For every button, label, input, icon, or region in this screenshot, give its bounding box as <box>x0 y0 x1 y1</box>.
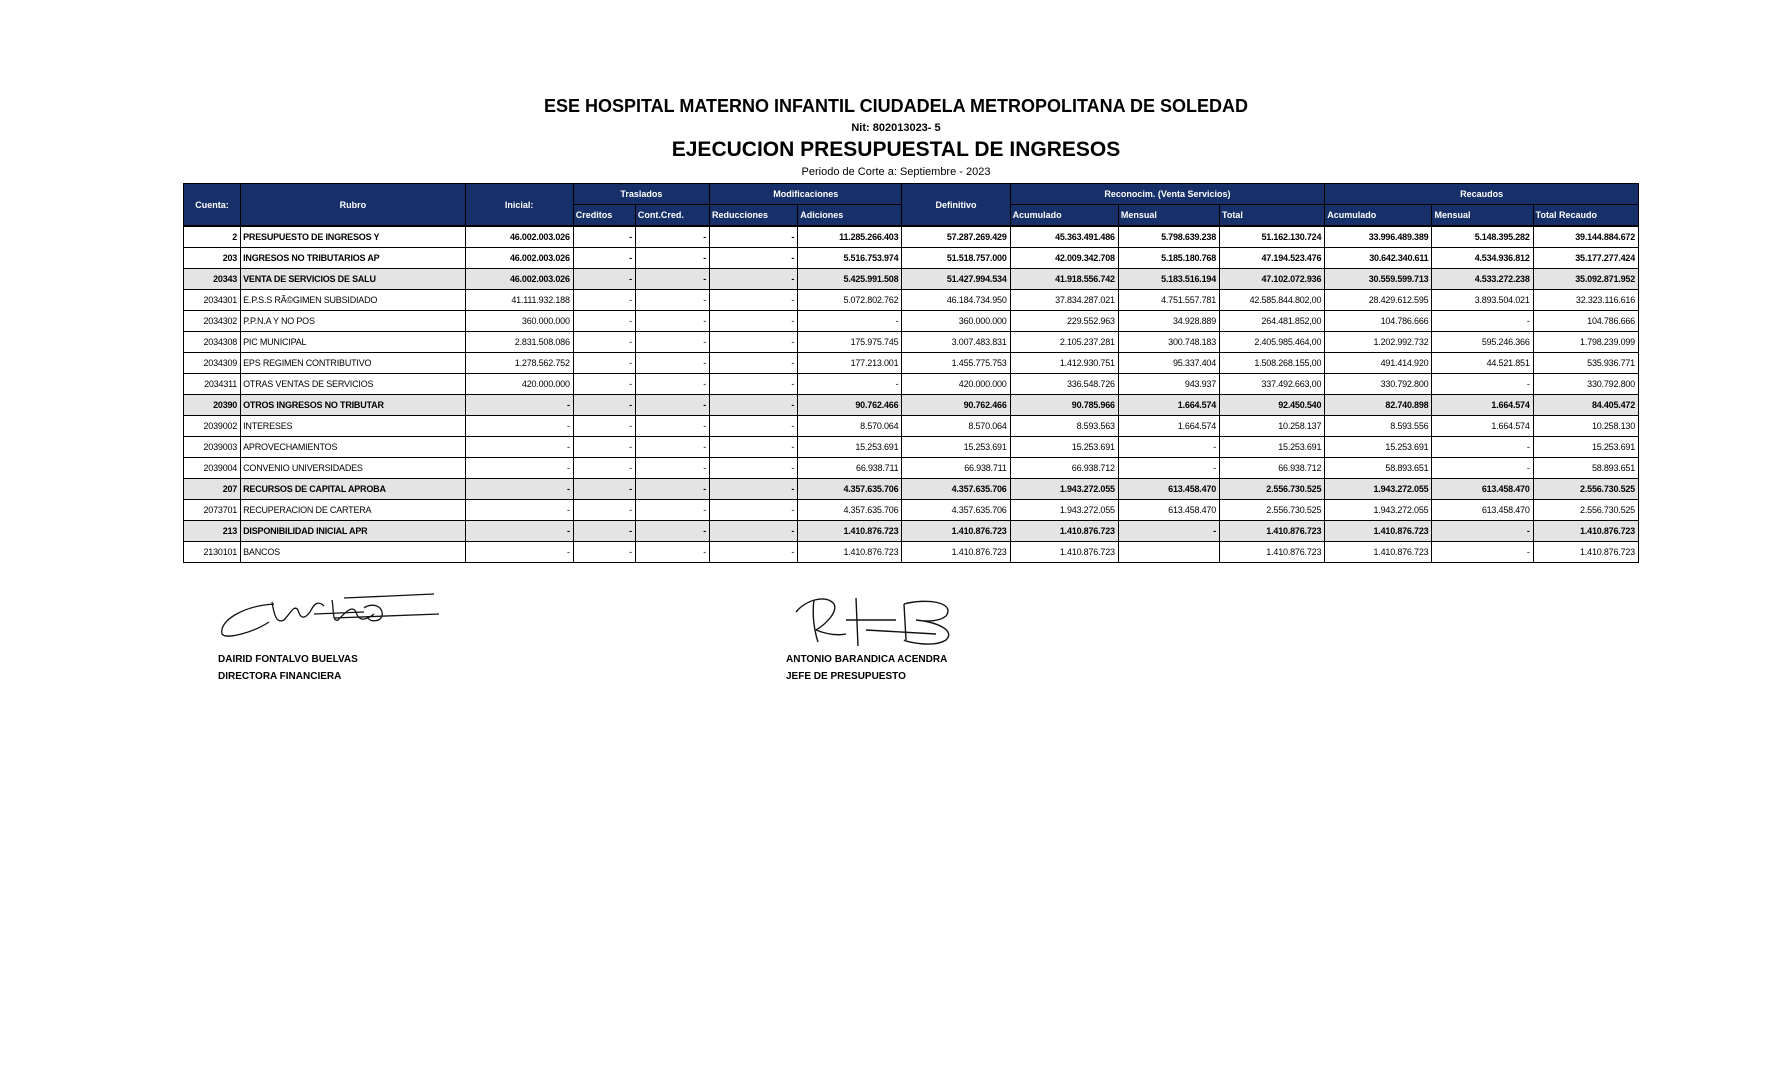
cell-definitivo: 3.007.483.831 <box>902 332 1010 353</box>
cell-cuenta: 2034309 <box>184 353 241 374</box>
cell-definitivo: 51.427.994.534 <box>902 269 1010 290</box>
cell-definitivo: 15.253.691 <box>902 437 1010 458</box>
cell-rubro: OTRAS VENTAS DE SERVICIOS <box>241 374 465 395</box>
cell-inicial: - <box>465 521 573 542</box>
cell-acumulado: 8.593.563 <box>1010 416 1118 437</box>
cell-acumulado: 1.410.876.723 <box>1010 542 1118 563</box>
cell-rec-mensual: - <box>1432 521 1533 542</box>
cell-contcred: - <box>635 332 709 353</box>
cell-reducciones: - <box>710 290 798 311</box>
table-row <box>184 353 1639 374</box>
cell-rubro: OTROS INGRESOS NO TRIBUTAR <box>241 395 465 416</box>
cell-rec-mensual: 3.893.504.021 <box>1432 290 1533 311</box>
cell-cuenta: 20390 <box>184 395 241 416</box>
cell-total-recaudo: 1.798.239.099 <box>1533 332 1638 353</box>
table-row <box>184 395 1639 416</box>
cell-total-recaudo: 39.144.884.672 <box>1533 226 1638 248</box>
cell-total-recaudo: 2.556.730.525 <box>1533 479 1638 500</box>
col-reducciones: Reducciones <box>710 205 798 227</box>
cell-acumulado: 90.785.966 <box>1010 395 1118 416</box>
report-title: EJECUCION PRESUPUESTAL DE INGRESOS <box>671 138 1121 161</box>
cell-rec-mensual: 1.664.574 <box>1432 395 1533 416</box>
cell-cuenta: 213 <box>184 521 241 542</box>
cell-inicial: - <box>465 479 573 500</box>
cell-mensual: 1.664.574 <box>1118 395 1219 416</box>
cell-reducciones: - <box>710 332 798 353</box>
cell-adiciones: 4.357.635.706 <box>798 479 902 500</box>
cell-contcred: - <box>635 521 709 542</box>
col-mensual: Mensual <box>1118 205 1219 227</box>
cell-cuenta: 2034308 <box>184 332 241 353</box>
cell-mensual: 1.664.574 <box>1118 416 1219 437</box>
cell-definitivo: 360.000.000 <box>902 311 1010 332</box>
cell-adiciones: 1.410.876.723 <box>798 521 902 542</box>
cell-rec-mensual: - <box>1432 542 1533 563</box>
cell-rec-acumulado: 104.786.666 <box>1325 311 1432 332</box>
cell-contcred: - <box>635 500 709 521</box>
cell-rec-mensual: 613.458.470 <box>1432 500 1533 521</box>
col-contcred: Cont.Cred. <box>635 205 709 227</box>
cell-creditos: - <box>573 353 635 374</box>
cell-adiciones: 5.516.753.974 <box>798 248 902 269</box>
cell-rubro: RECURSOS DE CAPITAL APROBA <box>241 479 465 500</box>
cell-total-recaudo: 35.177.277.424 <box>1533 248 1638 269</box>
cell-rec-acumulado: 1.410.876.723 <box>1325 521 1432 542</box>
cell-creditos: - <box>573 416 635 437</box>
cell-cuenta: 2039003 <box>184 437 241 458</box>
cell-acumulado: 229.552.963 <box>1010 311 1118 332</box>
table-row <box>184 437 1639 458</box>
cell-adiciones: 175.975.745 <box>798 332 902 353</box>
cell-reducciones: - <box>710 458 798 479</box>
cell-definitivo: 1.455.775.753 <box>902 353 1010 374</box>
cell-acumulado: 37.834.287.021 <box>1010 290 1118 311</box>
cell-reducciones: - <box>710 416 798 437</box>
cell-rubro: INGRESOS NO TRIBUTARIOS AP <box>241 248 465 269</box>
cell-total-recaudo: 58.893.651 <box>1533 458 1638 479</box>
col-cuenta: Cuenta: <box>184 184 241 227</box>
cell-rubro: CONVENIO UNIVERSIDADES <box>241 458 465 479</box>
cell-mensual: - <box>1118 437 1219 458</box>
cell-creditos: - <box>573 269 635 290</box>
table-row <box>184 458 1639 479</box>
cell-mensual: 5.185.180.768 <box>1118 248 1219 269</box>
cell-adiciones: 90.762.466 <box>798 395 902 416</box>
cell-mensual <box>1118 542 1219 563</box>
col-group-traslados: Traslados <box>573 184 709 205</box>
cell-reducciones: - <box>710 226 798 248</box>
cell-definitivo: 420.000.000 <box>902 374 1010 395</box>
cell-rec-mensual: 5.148.395.282 <box>1432 226 1533 248</box>
cell-inicial: 2.831.508.086 <box>465 332 573 353</box>
signer-1-role: DIRECTORA FINANCIERA <box>218 671 342 682</box>
cell-inicial: - <box>465 542 573 563</box>
cell-total-recaudo: 104.786.666 <box>1533 311 1638 332</box>
cell-rec-acumulado: 491.414.920 <box>1325 353 1432 374</box>
table-row <box>184 311 1639 332</box>
cell-acumulado: 1.410.876.723 <box>1010 521 1118 542</box>
cell-rubro: EPS REGIMEN CONTRIBUTIVO <box>241 353 465 374</box>
cell-rec-mensual: - <box>1432 374 1533 395</box>
col-rec-mensual: Mensual <box>1432 205 1533 227</box>
cell-adiciones: 66.938.711 <box>798 458 902 479</box>
nit-label: Nit: 802013023- 5 <box>851 122 941 134</box>
cell-inicial: - <box>465 395 573 416</box>
cell-rubro: PRESUPUESTO DE INGRESOS Y <box>241 226 465 248</box>
cell-rubro: DISPONIBILIDAD INICIAL APR <box>241 521 465 542</box>
cell-rec-mensual: 4.533.272.238 <box>1432 269 1533 290</box>
cell-acumulado: 45.363.491.486 <box>1010 226 1118 248</box>
cell-contcred: - <box>635 374 709 395</box>
col-rubro: Rubro <box>241 184 465 227</box>
cell-cuenta: 203 <box>184 248 241 269</box>
cell-creditos: - <box>573 226 635 248</box>
cell-rec-mensual: - <box>1432 437 1533 458</box>
table-row <box>184 542 1639 563</box>
cell-rec-acumulado: 330.792.800 <box>1325 374 1432 395</box>
table-row <box>184 374 1639 395</box>
cell-contcred: - <box>635 290 709 311</box>
cell-contcred: - <box>635 353 709 374</box>
cell-total: 47.194.523.476 <box>1220 248 1325 269</box>
table-row <box>184 416 1639 437</box>
cell-creditos: - <box>573 374 635 395</box>
table-row <box>184 500 1639 521</box>
cell-acumulado: 41.918.556.742 <box>1010 269 1118 290</box>
cell-reducciones: - <box>710 437 798 458</box>
cell-definitivo: 1.410.876.723 <box>902 521 1010 542</box>
col-inicial: Inicial: <box>465 184 573 227</box>
cell-cuenta: 2130101 <box>184 542 241 563</box>
cell-inicial: 420.000.000 <box>465 374 573 395</box>
cell-rubro: PIC MUNICIPAL <box>241 332 465 353</box>
cell-contcred: - <box>635 248 709 269</box>
cell-rec-acumulado: 1.202.992.732 <box>1325 332 1432 353</box>
cell-rec-acumulado: 28.429.612.595 <box>1325 290 1432 311</box>
cell-acumulado: 1.943.272.055 <box>1010 479 1118 500</box>
cell-rec-mensual: 4.534.936.812 <box>1432 248 1533 269</box>
signature-fontalvo <box>214 592 444 642</box>
cell-rec-acumulado: 30.642.340.611 <box>1325 248 1432 269</box>
cell-cuenta: 2039002 <box>184 416 241 437</box>
cell-reducciones: - <box>710 269 798 290</box>
signer-2-role: JEFE DE PRESUPUESTO <box>786 671 906 682</box>
period-label: Periodo de Corte a: Septiembre - 2023 <box>801 166 991 178</box>
cell-total-recaudo: 15.253.691 <box>1533 437 1638 458</box>
col-creditos: Creditos <box>573 205 635 227</box>
cell-definitivo: 8.570.064 <box>902 416 1010 437</box>
col-adiciones: Adiciones <box>798 205 902 227</box>
cell-mensual: - <box>1118 521 1219 542</box>
cell-rec-mensual: 44.521.851 <box>1432 353 1533 374</box>
cell-contcred: - <box>635 269 709 290</box>
cell-rec-acumulado: 33.996.489.389 <box>1325 226 1432 248</box>
cell-contcred: - <box>635 311 709 332</box>
cell-acumulado: 15.253.691 <box>1010 437 1118 458</box>
budget-body <box>184 226 1639 563</box>
table-row <box>184 248 1639 269</box>
cell-cuenta: 2039004 <box>184 458 241 479</box>
cell-adiciones: 8.570.064 <box>798 416 902 437</box>
cell-mensual: 300.748.183 <box>1118 332 1219 353</box>
cell-inicial: - <box>465 416 573 437</box>
cell-adiciones: 5.072.802.762 <box>798 290 902 311</box>
col-group-reconocim: Reconocim. (Venta Servicios) <box>1010 184 1325 205</box>
cell-creditos: - <box>573 395 635 416</box>
cell-mensual: 613.458.470 <box>1118 479 1219 500</box>
table-row <box>184 521 1639 542</box>
cell-inicial: 46.002.003.026 <box>465 226 573 248</box>
cell-total: 47.102.072.936 <box>1220 269 1325 290</box>
cell-rec-mensual: 613.458.470 <box>1432 479 1533 500</box>
cell-reducciones: - <box>710 542 798 563</box>
cell-adiciones: 1.410.876.723 <box>798 542 902 563</box>
cell-adiciones: - <box>798 311 902 332</box>
col-definitivo: Definitivo <box>902 184 1010 227</box>
cell-adiciones: 4.357.635.706 <box>798 500 902 521</box>
cell-definitivo: 66.938.711 <box>902 458 1010 479</box>
table-row <box>184 226 1639 248</box>
cell-acumulado: 1.412.930.751 <box>1010 353 1118 374</box>
cell-inicial: - <box>465 437 573 458</box>
cell-total: 42.585.844.802,00 <box>1220 290 1325 311</box>
cell-mensual: 613.458.470 <box>1118 500 1219 521</box>
header-row-top <box>184 184 1639 205</box>
cell-mensual: - <box>1118 458 1219 479</box>
table-row <box>184 269 1639 290</box>
entity-title: ESE HOSPITAL MATERNO INFANTIL CIUDADELA METROPOLITANA DE SOLEDAD <box>543 96 1248 116</box>
cell-rec-mensual: - <box>1432 311 1533 332</box>
cell-total: 15.253.691 <box>1220 437 1325 458</box>
cell-mensual: 5.798.639.238 <box>1118 226 1219 248</box>
cell-reducciones: - <box>710 353 798 374</box>
cell-rec-acumulado: 1.410.876.723 <box>1325 542 1432 563</box>
cell-acumulado: 1.943.272.055 <box>1010 500 1118 521</box>
col-group-recaudos: Recaudos <box>1325 184 1639 205</box>
cell-cuenta: 2034302 <box>184 311 241 332</box>
cell-adiciones: 177.213.001 <box>798 353 902 374</box>
signature-barandica <box>786 590 966 650</box>
col-acumulado: Acumulado <box>1010 205 1118 227</box>
cell-rec-acumulado: 1.943.272.055 <box>1325 500 1432 521</box>
cell-creditos: - <box>573 542 635 563</box>
cell-creditos: - <box>573 458 635 479</box>
cell-creditos: - <box>573 311 635 332</box>
cell-definitivo: 1.410.876.723 <box>902 542 1010 563</box>
cell-total: 264.481.852,00 <box>1220 311 1325 332</box>
cell-total-recaudo: 84.405.472 <box>1533 395 1638 416</box>
cell-total: 92.450.540 <box>1220 395 1325 416</box>
cell-total-recaudo: 1.410.876.723 <box>1533 521 1638 542</box>
table-row <box>184 332 1639 353</box>
cell-cuenta: 2073701 <box>184 500 241 521</box>
col-total-recaudo: Total Recaudo <box>1533 205 1638 227</box>
cell-contcred: - <box>635 479 709 500</box>
cell-total-recaudo: 10.258.130 <box>1533 416 1638 437</box>
cell-inicial: 1.278.562.752 <box>465 353 573 374</box>
cell-total: 2.405.985.464,00 <box>1220 332 1325 353</box>
cell-mensual: 34.928.889 <box>1118 311 1219 332</box>
cell-total: 10.258.137 <box>1220 416 1325 437</box>
cell-total-recaudo: 2.556.730.525 <box>1533 500 1638 521</box>
table-row <box>184 290 1639 311</box>
cell-cuenta: 2034301 <box>184 290 241 311</box>
cell-inicial: 46.002.003.026 <box>465 248 573 269</box>
cell-total: 66.938.712 <box>1220 458 1325 479</box>
cell-adiciones: 11.285.266.403 <box>798 226 902 248</box>
cell-contcred: - <box>635 226 709 248</box>
cell-contcred: - <box>635 395 709 416</box>
cell-inicial: - <box>465 458 573 479</box>
cell-cuenta: 2034311 <box>184 374 241 395</box>
cell-creditos: - <box>573 437 635 458</box>
cell-definitivo: 46.184.734.950 <box>902 290 1010 311</box>
cell-acumulado: 42.009.342.708 <box>1010 248 1118 269</box>
cell-rubro: P.P.N.A Y NO POS <box>241 311 465 332</box>
cell-reducciones: - <box>710 500 798 521</box>
cell-creditos: - <box>573 290 635 311</box>
cell-rec-acumulado: 58.893.651 <box>1325 458 1432 479</box>
cell-total-recaudo: 535.936.771 <box>1533 353 1638 374</box>
cell-creditos: - <box>573 500 635 521</box>
cell-reducciones: - <box>710 479 798 500</box>
cell-acumulado: 336.548.726 <box>1010 374 1118 395</box>
cell-total: 51.162.130.724 <box>1220 226 1325 248</box>
cell-rec-mensual: 1.664.574 <box>1432 416 1533 437</box>
cell-reducciones: - <box>710 395 798 416</box>
cell-mensual: 95.337.404 <box>1118 353 1219 374</box>
cell-total-recaudo: 330.792.800 <box>1533 374 1638 395</box>
cell-rec-acumulado: 82.740.898 <box>1325 395 1432 416</box>
budget-execution-table <box>183 183 1639 563</box>
cell-mensual: 943.937 <box>1118 374 1219 395</box>
cell-inicial: 360.000.000 <box>465 311 573 332</box>
cell-rubro: BANCOS <box>241 542 465 563</box>
cell-cuenta: 20343 <box>184 269 241 290</box>
cell-total: 2.556.730.525 <box>1220 479 1325 500</box>
cell-cuenta: 2 <box>184 226 241 248</box>
cell-reducciones: - <box>710 311 798 332</box>
cell-total: 1.410.876.723 <box>1220 521 1325 542</box>
cell-cuenta: 207 <box>184 479 241 500</box>
cell-adiciones: 5.425.991.508 <box>798 269 902 290</box>
cell-total: 2.556.730.525 <box>1220 500 1325 521</box>
cell-total: 1.508.268.155,00 <box>1220 353 1325 374</box>
cell-contcred: - <box>635 458 709 479</box>
cell-creditos: - <box>573 521 635 542</box>
cell-creditos: - <box>573 332 635 353</box>
cell-rec-mensual: - <box>1432 458 1533 479</box>
cell-rec-acumulado: 1.943.272.055 <box>1325 479 1432 500</box>
cell-reducciones: - <box>710 248 798 269</box>
cell-rec-acumulado: 15.253.691 <box>1325 437 1432 458</box>
cell-rubro: APROVECHAMIENTOS <box>241 437 465 458</box>
col-total: Total <box>1220 205 1325 227</box>
cell-creditos: - <box>573 479 635 500</box>
cell-rubro: E.P.S.S RÃ©GIMEN SUBSIDIADO <box>241 290 465 311</box>
cell-inicial: 46.002.003.026 <box>465 269 573 290</box>
col-group-modificaciones: Modificaciones <box>710 184 902 205</box>
signer-1-name: DAIRID FONTALVO BUELVAS <box>218 654 358 665</box>
cell-reducciones: - <box>710 521 798 542</box>
cell-definitivo: 57.287.269.429 <box>902 226 1010 248</box>
cell-rec-acumulado: 30.559.599.713 <box>1325 269 1432 290</box>
cell-rubro: VENTA DE SERVICIOS DE SALU <box>241 269 465 290</box>
cell-total: 1.410.876.723 <box>1220 542 1325 563</box>
cell-acumulado: 2.105.237.281 <box>1010 332 1118 353</box>
cell-acumulado: 66.938.712 <box>1010 458 1118 479</box>
cell-creditos: - <box>573 248 635 269</box>
cell-rec-mensual: 595.246.366 <box>1432 332 1533 353</box>
cell-total-recaudo: 1.410.876.723 <box>1533 542 1638 563</box>
cell-rubro: INTERESES <box>241 416 465 437</box>
cell-total-recaudo: 32.323.116.616 <box>1533 290 1638 311</box>
cell-mensual: 4.751.557.781 <box>1118 290 1219 311</box>
cell-definitivo: 4.357.635.706 <box>902 500 1010 521</box>
cell-contcred: - <box>635 416 709 437</box>
cell-total: 337.492.663,00 <box>1220 374 1325 395</box>
col-rec-acumulado: Acumulado <box>1325 205 1432 227</box>
cell-contcred: - <box>635 437 709 458</box>
cell-inicial: - <box>465 500 573 521</box>
cell-definitivo: 4.357.635.706 <box>902 479 1010 500</box>
cell-reducciones: - <box>710 374 798 395</box>
cell-mensual: 5.183.516.194 <box>1118 269 1219 290</box>
cell-adiciones: - <box>798 374 902 395</box>
cell-rubro: RECUPERACION DE CARTERA <box>241 500 465 521</box>
table-row <box>184 479 1639 500</box>
cell-rec-acumulado: 8.593.556 <box>1325 416 1432 437</box>
cell-total-recaudo: 35.092.871.952 <box>1533 269 1638 290</box>
cell-definitivo: 90.762.466 <box>902 395 1010 416</box>
cell-adiciones: 15.253.691 <box>798 437 902 458</box>
signer-2-name: ANTONIO BARANDICA ACENDRA <box>786 654 948 665</box>
cell-contcred: - <box>635 542 709 563</box>
cell-definitivo: 51.518.757.000 <box>902 248 1010 269</box>
cell-inicial: 41.111.932.188 <box>465 290 573 311</box>
